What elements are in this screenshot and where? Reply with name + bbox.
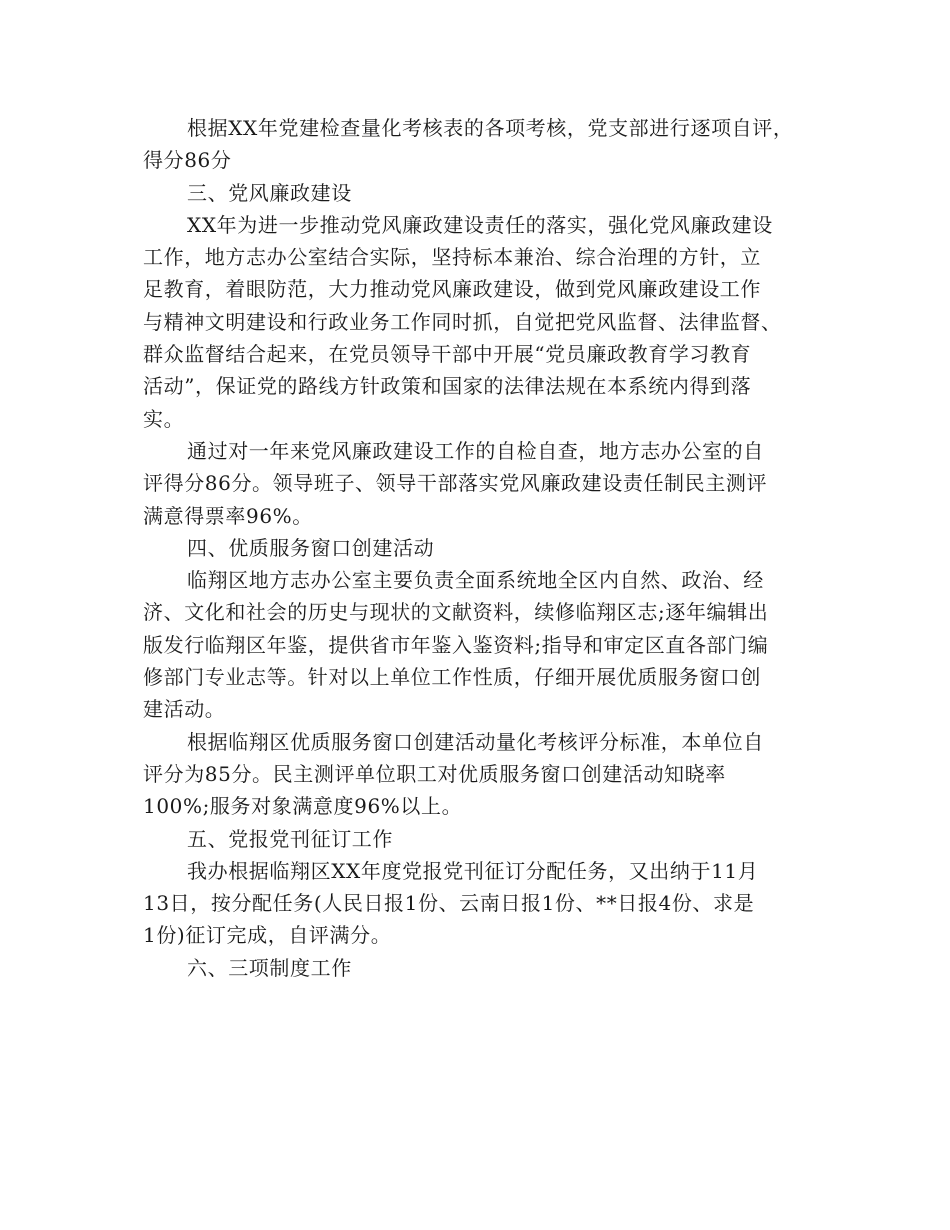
paragraph-line: 根据XX年党建检查量化考核表的各项考核，党支部进行逐项自评， — [187, 116, 794, 140]
paragraph-line: 临翔区地方志办公室主要负责全面系统地全区内自然、政治、经 — [187, 568, 764, 593]
paragraph-line: 100%;服务对象满意度96%以上。 — [143, 794, 463, 819]
paragraph-line: 与精神文明建设和行政业务工作同时抓，自觉把党风监督、法律监督、 — [143, 309, 782, 334]
paragraph-line: 工作，地方志办公室结合实际，坚持标本兼治、综合治理的方针，立 — [143, 245, 761, 270]
document-page — [143, 112, 808, 984]
paragraph-line: 评得分86分。领导班子、领导干部落实党风廉政建设责任制民主测评 — [143, 471, 768, 496]
paragraph-line: 活动”，保证党的路线方针政策和国家的法律法规在本系统内得到落 — [143, 374, 752, 399]
section-heading: 四、优质服务窗口创建活动 — [187, 535, 435, 560]
paragraph-line: 满意得票率96%。 — [143, 503, 313, 528]
paragraph-line: XX年为进一步推动党风廉政建设责任的落实，强化党风廉政建设 — [187, 212, 773, 237]
paragraph-line: 评分为85分。民主测评单位职工对优质服务窗口创建活动知晓率 — [143, 761, 726, 786]
paragraph-line: 建活动。 — [143, 697, 226, 722]
paragraph-line: 修部门专业志等。针对以上单位工作性质，仔细开展优质服务窗口创 — [143, 665, 761, 690]
paragraph-line: 足教育，着眼防范，大力推动党风廉政建设，做到党风廉政建设工作 — [143, 277, 761, 302]
section-heading: 五、党报党刊征订工作 — [187, 826, 393, 851]
section-heading: 三、党风廉政建设 — [187, 180, 352, 205]
paragraph-line: 群众监督结合起来，在党员领导干部中开展“党员廉政教育学习教育 — [143, 342, 752, 367]
paragraph-line: 版发行临翔区年鉴，提供省市年鉴入鉴资料;指导和审定区直各部门编 — [143, 632, 769, 657]
section-heading: 六、三项制度工作 — [187, 955, 352, 980]
paragraph-line: 根据临翔区优质服务窗口创建活动量化考核评分标准，本单位自 — [187, 729, 764, 754]
paragraph-line: 13日，按分配任务(人民日报1份、云南日报1份、**日报4份、求是 — [143, 891, 755, 916]
paragraph-line: 得分86分 — [143, 148, 232, 173]
paragraph-line: 通过对一年来党风廉政建设工作的自检自查，地方志办公室的自 — [187, 438, 764, 463]
paragraph-line: 实。 — [143, 406, 185, 431]
paragraph-line: 济、文化和社会的历史与现状的文献资料，续修临翔区志;逐年编辑出 — [143, 600, 769, 625]
paragraph-line: 我办根据临翔区XX年度党报党刊征订分配任务，又出纳于11月 — [187, 858, 759, 883]
paragraph-line: 1份)征订完成，自评满分。 — [143, 923, 392, 948]
